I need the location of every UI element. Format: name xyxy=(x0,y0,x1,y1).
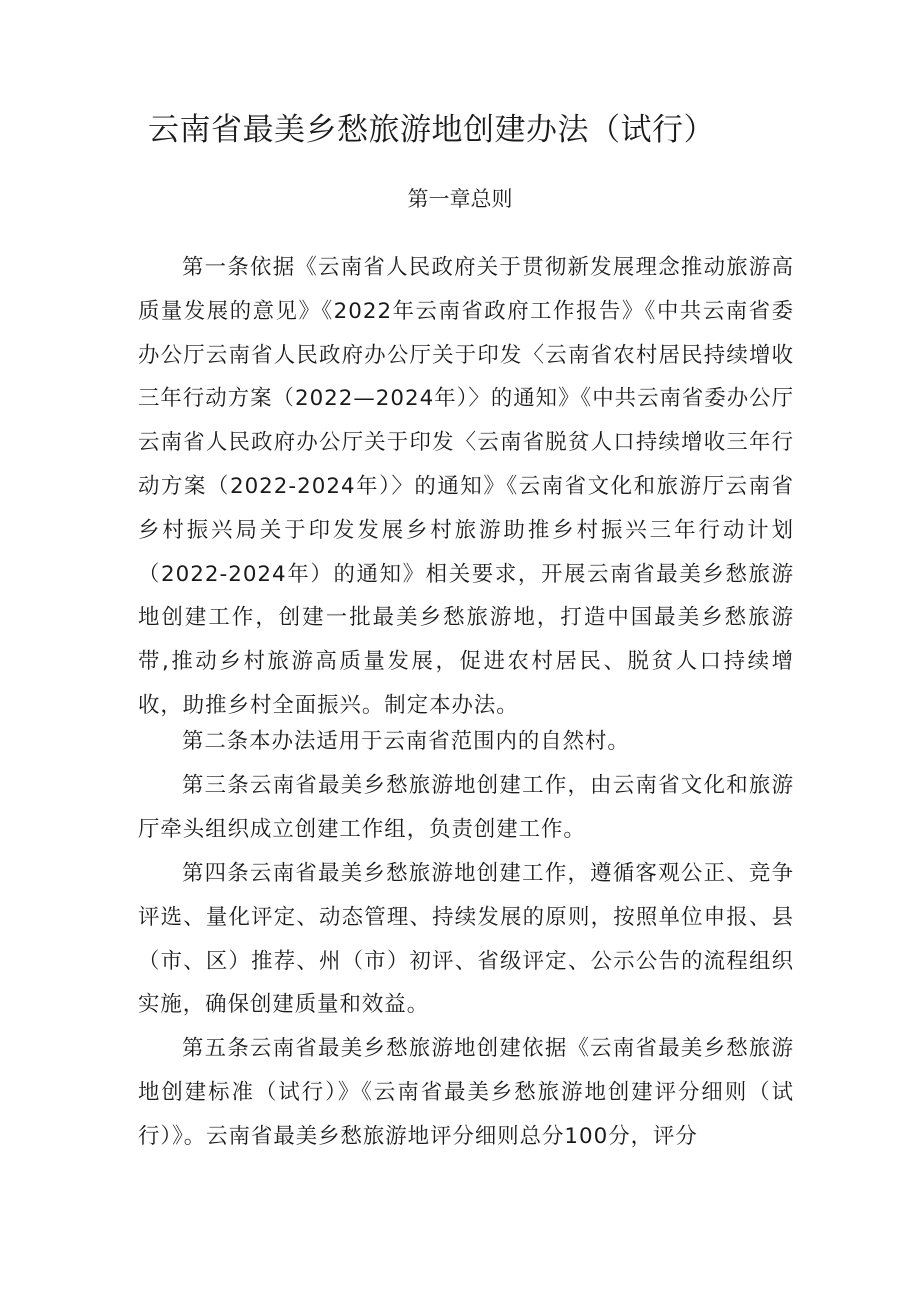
article-5: 第五条云南省最美乡愁旅游地创建依据《云南省最美乡愁旅游地创建标准（试行）》《云南省最美乡愁旅游地创建评分细则（试行）》。云南省最美乡愁旅游地评分细则总分100分，评分 xyxy=(138,1036,794,1149)
article-1: 第一条依据《云南省人民政府关于贯彻新发展理念推动旅游高质量发展的意见》《2022年云南省政府工作报告》《中共云南省委办公厅云南省人民政府办公厅关于印发〈云南省农村居民持续增收三年行动方案（2022—2024年）〉的通知》《中共云南省委办公厅云南省人民政府办公厅关于印发〈云南省脱贫人口持续增收三年行动方案（2022-2024年）〉的通知》《云南省文化和旅游厅云南省乡村振兴局关于印发发展乡村旅游助推乡村振兴三年行动计划（2022-2024年）的通知》相关要求，开展云南省最美乡愁旅游地创建工作，创建一批最美乡愁旅游地，打造中国最美乡愁旅游带,推动乡村旅游高质量发展，促进农村居民、脱贫人口持续增收，助推乡村全面振兴。制定本办法。 xyxy=(138,255,794,718)
article-4: 第四条云南省最美乡愁旅游地创建工作，遵循客观公正、竞争评选、量化评定、动态管理、持续发展的原则，按照单位申报、县（市、区）推荐、州（市）初评、省级评定、公示公告的流程组织实施，确保创建质量和效益。 xyxy=(138,861,794,1018)
document-title: 云南省最美乡愁旅游地创建办法（试行） xyxy=(148,112,715,148)
article-3: 第三条云南省最美乡愁旅游地创建工作，由云南省文化和旅游厅牵头组织成立创建工作组，负责创建工作。 xyxy=(138,773,794,842)
chapter-heading: 第一章总则 xyxy=(407,187,513,211)
article-2: 第二条本办法适用于云南省范围内的自然村。 xyxy=(182,729,630,754)
